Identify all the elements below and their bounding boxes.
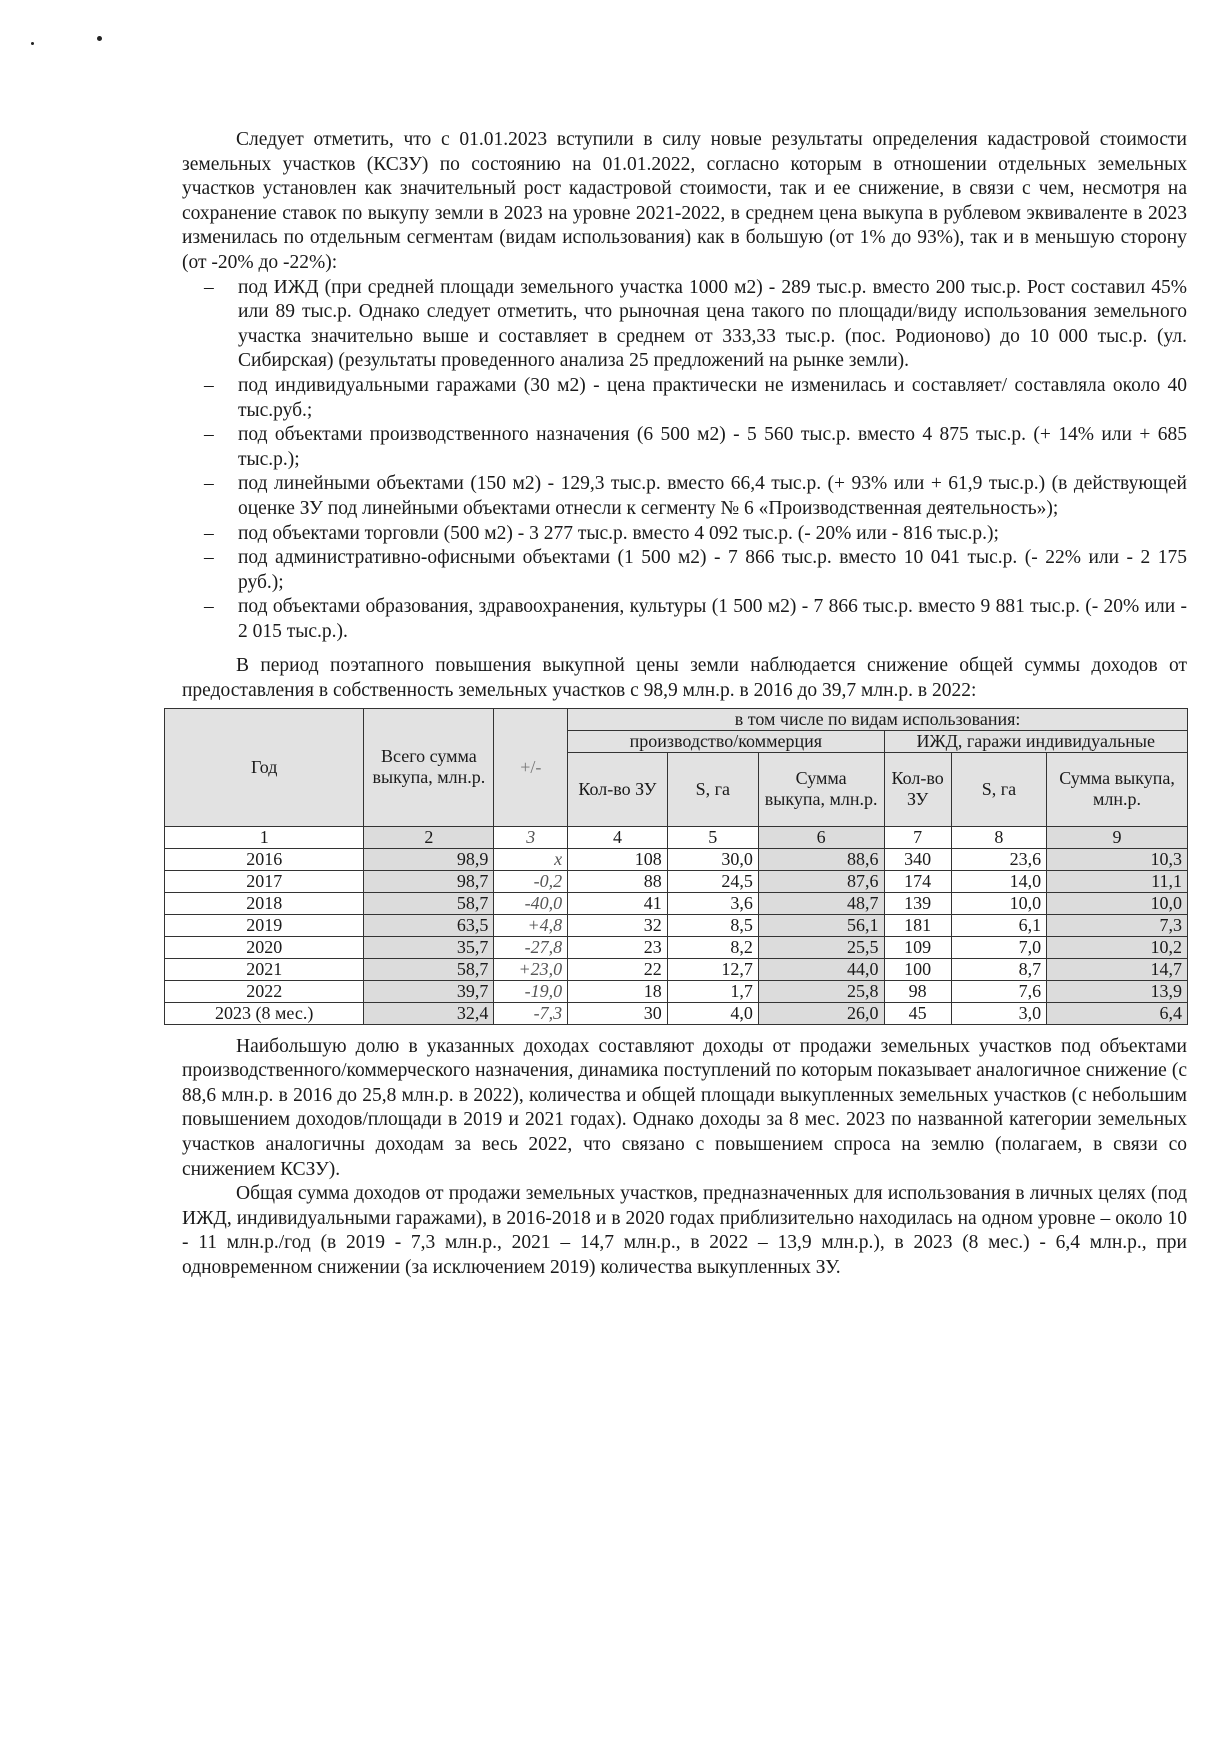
header-group-production: производство/коммерция [568,730,884,752]
cell-prod-area: 8,2 [667,936,758,958]
dash-marker: – [204,424,214,446]
cell-izhd-count: 174 [884,870,951,892]
cell-total: 58,7 [364,958,494,980]
column-number: 6 [758,826,884,848]
cell-prod-count: 22 [568,958,668,980]
column-number: 4 [568,826,668,848]
list-item: – под объектами производственного назначения (6 500 м2) - 5 560 тыс.р. вместо 4 875 тыс.р. (+ 14% или + 685 тыс.р.); [204,424,1187,470]
cell-prod-area: 24,5 [667,870,758,892]
cell-izhd-count: 100 [884,958,951,980]
price-change-list [182,276,1187,645]
header-prod-area: S, га [667,752,758,826]
dash-marker: – [204,596,214,618]
cell-prod-sum: 44,0 [758,958,884,980]
table-row [165,892,1188,914]
list-item: – под административно-офисными объектами (1 500 м2) - 7 866 тыс.р. вместо 10 041 тыс.р. (- 22% или - 2 175 руб.); [204,547,1187,593]
header-prod-sum: Сумма выкупа, млн.р. [758,752,884,826]
cell-prod-area: 4,0 [667,1002,758,1024]
revenue-table [164,708,1188,1025]
cell-prod-count: 23 [568,936,668,958]
cell-delta: -40,0 [494,892,568,914]
scan-speck [31,42,34,45]
column-number: 2 [364,826,494,848]
cell-prod-sum: 25,8 [758,980,884,1002]
list-item: – под индивидуальными гаражами (30 м2) - цена практически не изменилась и составляет/ составляла около 40 тыс.руб.; [204,374,1187,421]
header-total: Всего сумма выкупа, млн.р. [364,708,494,826]
production-analysis-paragraph: Наибольшую долю в указанных доходах составляют доходы от продажи земельных участков под объектами производственного/коммерческого назначения, динамика поступлений по которым показывает аналогичное снижение (с 88,6 млн.р. в 2016 до 25,8 млн.р. в 2022), количества и общей площади выкупленных земельных участков (с небольшим повышением доходов/площади в 2019 и 2021 годах). Однако доходы за 8 мес. 2023 по названной категории земельных участков аналогичны доходам за весь 2022, что связано с повышением спроса на землю (полагаем, в связи со снижением КСЗУ). [182,1035,1187,1180]
column-number: 3 [494,826,568,848]
list-item: – под объектами торговли (500 м2) - 3 277 тыс.р. вместо 4 092 тыс.р. (- 20% или - 816 тыс.р.); [238,522,1187,547]
cell-delta: -27,8 [494,936,568,958]
cell-year: 2017 [165,870,364,892]
cell-izhd-area: 23,6 [951,848,1046,870]
cell-izhd-sum: 6,4 [1047,1002,1188,1024]
cell-izhd-area: 10,0 [951,892,1046,914]
cell-total: 98,9 [364,848,494,870]
cell-izhd-sum: 10,2 [1047,936,1188,958]
cell-prod-count: 32 [568,914,668,936]
cell-prod-area: 12,7 [667,958,758,980]
table-row [165,958,1188,980]
cell-izhd-sum: 11,1 [1047,870,1188,892]
cell-izhd-area: 6,1 [951,914,1046,936]
column-number: 7 [884,826,951,848]
cell-izhd-count: 45 [884,1002,951,1024]
dash-marker: – [204,547,214,569]
column-number-row [165,826,1188,848]
header-prod-count: Кол-во ЗУ [568,752,668,826]
cell-delta: x [494,848,568,870]
header-izhd-area: S, га [951,752,1046,826]
header-izhd-count: Кол-во ЗУ [884,752,951,826]
cell-year: 2023 (8 мес.) [165,1002,364,1024]
cell-delta: -0,2 [494,870,568,892]
cell-prod-area: 1,7 [667,980,758,1002]
column-number: 5 [667,826,758,848]
cell-year: 2020 [165,936,364,958]
revenue-table-wrapper [164,708,1187,1025]
column-number: 1 [165,826,364,848]
cell-total: 58,7 [364,892,494,914]
cell-delta: -7,3 [494,1002,568,1024]
cell-prod-sum: 26,0 [758,1002,884,1024]
cell-izhd-count: 98 [884,980,951,1002]
cell-prod-sum: 87,6 [758,870,884,892]
cell-prod-count: 41 [568,892,668,914]
cell-prod-area: 8,5 [667,914,758,936]
cell-izhd-area: 3,0 [951,1002,1046,1024]
header-delta: +/- [494,708,568,826]
cell-izhd-area: 14,0 [951,870,1046,892]
cell-year: 2022 [165,980,364,1002]
cell-izhd-sum: 7,3 [1047,914,1188,936]
cell-prod-sum: 48,7 [758,892,884,914]
table-row [165,848,1188,870]
column-number: 8 [951,826,1046,848]
cell-delta: +4,8 [494,914,568,936]
cell-total: 35,7 [364,936,494,958]
cell-izhd-sum: 13,9 [1047,980,1188,1002]
list-item: – под линейными объектами (150 м2) - 129,3 тыс.р. вместо 66,4 тыс.р. (+ 93% или + 61,9 тыс.р.) (в действующей оценке ЗУ под линейными объектами отнесли к сегменту № 6 «Производственная деятельность»); [204,473,1187,519]
cell-prod-count: 88 [568,870,668,892]
cell-prod-area: 3,6 [667,892,758,914]
cell-izhd-area: 8,7 [951,958,1046,980]
header-group-izhd: ИЖД, гаражи индивидуальные [884,730,1187,752]
cell-total: 98,7 [364,870,494,892]
document-page [182,128,1187,1281]
cell-izhd-count: 181 [884,914,951,936]
cell-year: 2016 [165,848,364,870]
table-row [165,1002,1188,1024]
cell-total: 63,5 [364,914,494,936]
cell-izhd-sum: 10,3 [1047,848,1188,870]
cell-delta: -19,0 [494,980,568,1002]
cell-year: 2021 [165,958,364,980]
cell-prod-count: 108 [568,848,668,870]
cell-total: 32,4 [364,1002,494,1024]
header-izhd-sum: Сумма выкупа, млн.р. [1047,752,1188,826]
table-row [165,936,1188,958]
cell-izhd-area: 7,0 [951,936,1046,958]
cell-prod-count: 30 [568,1002,668,1024]
dash-marker: – [204,276,214,298]
cell-izhd-sum: 14,7 [1047,958,1188,980]
cell-delta: +23,0 [494,958,568,980]
cell-prod-sum: 88,6 [758,848,884,870]
scan-speck [97,36,102,41]
cell-total: 39,7 [364,980,494,1002]
personal-use-analysis-paragraph: Общая сумма доходов от продажи земельных участков, предназначенных для использования в личных целях (под ИЖД, индивидуальными гаражами), в 2016-2018 и в 2020 годах приблизительно находилась на одном уровне – около 10 - 11 млн.р./год (в 2019 - 7,3 млн.р., 2021 – 14,7 млн.р., в 2022 – 13,9 млн.р.), в 2023 (8 мес.) - 6,4 млн.р., при одновременном снижении (за исключением 2019) количества выкупленных ЗУ. [182,1183,1187,1278]
cell-year: 2018 [165,892,364,914]
cell-prod-sum: 56,1 [758,914,884,936]
header-group-all: в том числе по видам использования: [568,708,1188,730]
cell-prod-sum: 25,5 [758,936,884,958]
cell-prod-count: 18 [568,980,668,1002]
cell-izhd-count: 340 [884,848,951,870]
header-year: Год [165,708,364,826]
list-item: – под объектами образования, здравоохранения, культуры (1 500 м2) - 7 866 тыс.р. вместо 9 881 тыс.р. (- 20% или - 2 015 тыс.р.). [204,596,1187,642]
cell-izhd-sum: 10,0 [1047,892,1188,914]
column-number: 9 [1047,826,1188,848]
list-item: – под ИЖД (при средней площади земельного участка 1000 м2) - 289 тыс.р. вместо 200 тыс.р. Рост составил 45% или 89 тыс.р. Однако следует отметить, что рыночная цена такого по площади/виду использования земельного участка значительно выше и составляет в среднем от 333,33 тыс.р. (пос. Родионово) до 10 000 тыс.р. (ул. Сибирская) (результаты проведенного анализа 25 предложений на рынке земли). [204,276,1187,372]
cell-year: 2019 [165,914,364,936]
cell-izhd-area: 7,6 [951,980,1046,1002]
intro-paragraph: Следует отметить, что с 01.01.2023 вступили в силу новые результаты определения кадастровой стоимости земельных участков (КСЗУ) по состоянию на 01.01.2022, согласно которым в отношении отдельных земельных участков установлен как значительный рост кадастровой стоимости, так и ее снижение, в связи с чем, несмотря на сохранение ставок по выкупу земли в 2023 на уровне 2021-2022, в среднем цена выкупа в рублевом эквиваленте в 2023 изменилась по отдельным сегментам (видам использования) как в большую (от 1% до 93%), так и в меньшую сторону (от -20% до -22%): [182,129,1187,273]
cell-prod-area: 30,0 [667,848,758,870]
cell-izhd-count: 139 [884,892,951,914]
cell-izhd-count: 109 [884,936,951,958]
table-row [165,870,1188,892]
dash-marker: – [204,374,214,396]
dash-marker: – [204,522,214,544]
table-intro-paragraph: В период поэтапного повышения выкупной цены земли наблюдается снижение общей суммы доходов от предоставления в собственность земельных участков с 98,9 млн.р. в 2016 до 39,7 млн.р. в 2022: [182,655,1187,702]
dash-marker: – [204,473,214,495]
table-row [165,914,1188,936]
table-row [165,980,1188,1002]
